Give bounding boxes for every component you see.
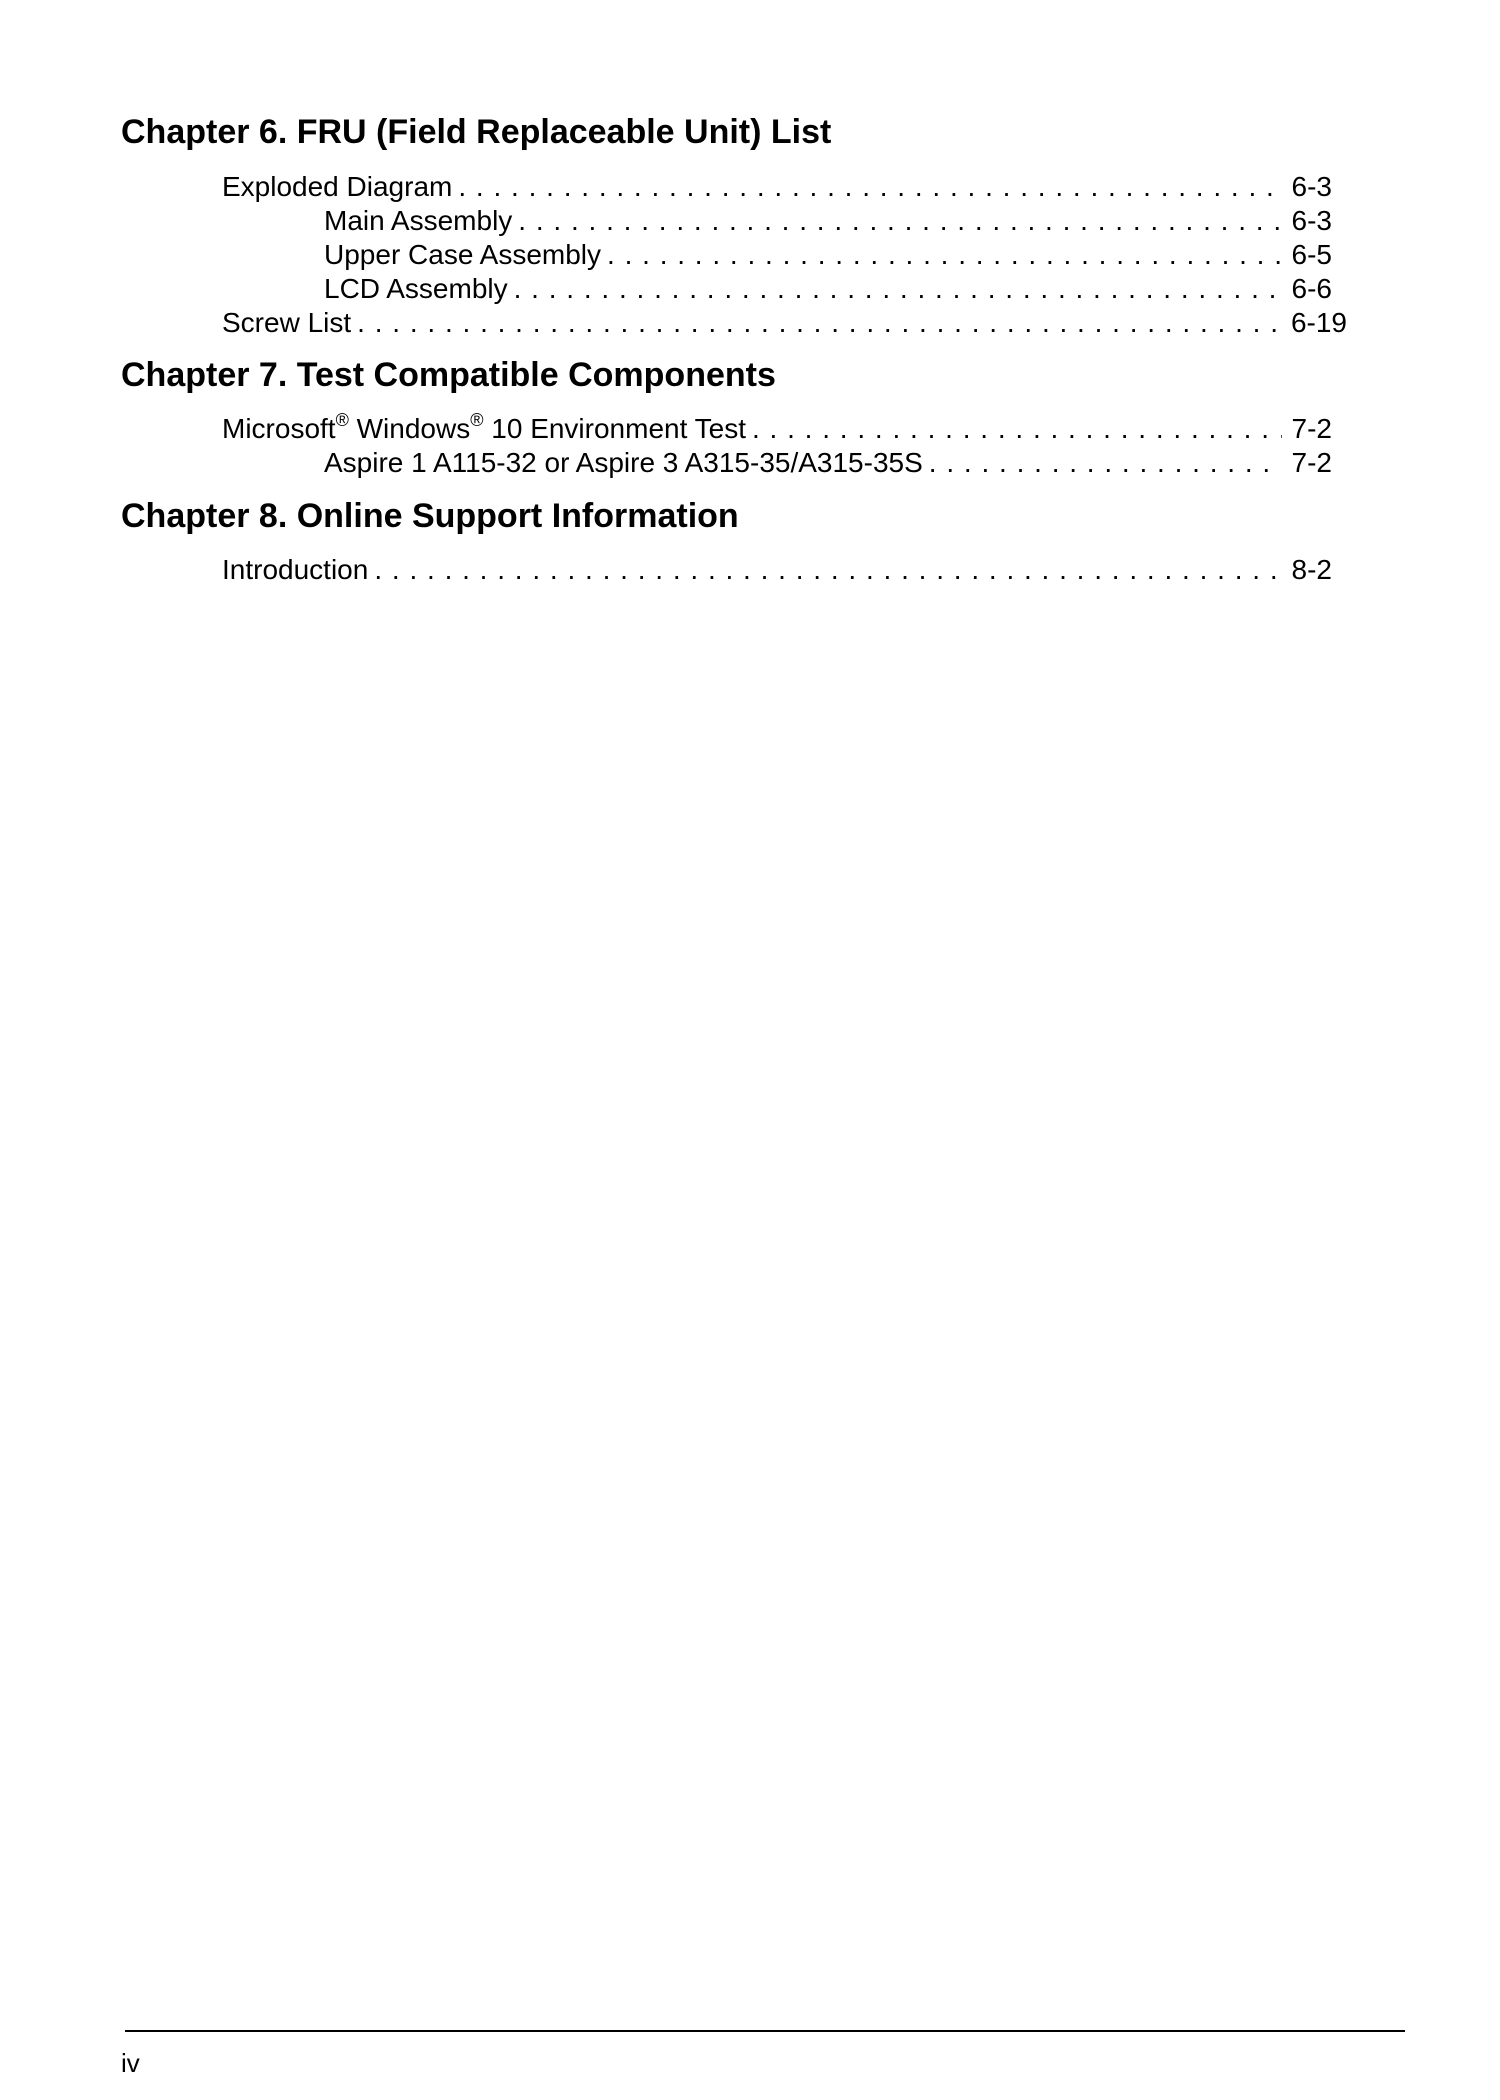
dot-leader	[514, 272, 1282, 306]
toc-entry-page: 7-2	[1291, 447, 1332, 478]
toc-entry-lcd-assembly[interactable]	[324, 272, 1332, 306]
toc-entry-label: Exploded Diagram	[222, 171, 453, 202]
chapter-6-heading[interactable]: Chapter 6. FRU (Field Replaceable Unit) List	[121, 113, 832, 151]
label-part: Microsoft	[222, 413, 336, 444]
footer-divider	[125, 2030, 1405, 2032]
toc-entry-label: Introduction	[222, 554, 369, 585]
toc-entry-screw-list[interactable]	[222, 306, 1347, 340]
toc-entry-label: LCD Assembly	[324, 273, 508, 304]
toc-entry-exploded-diagram[interactable]	[222, 170, 1332, 204]
chapter-7-heading[interactable]: Chapter 7. Test Compatible Components	[121, 356, 776, 394]
chapter-8-heading[interactable]: Chapter 8. Online Support Information	[121, 497, 739, 535]
dot-leader	[607, 238, 1282, 272]
toc-entry-label: Aspire 1 A115-32 or Aspire 3 A315-35/A315-35S	[324, 447, 923, 478]
toc-entry-label	[222, 412, 746, 446]
dot-leader	[929, 446, 1282, 480]
toc-entry-page: 8-2	[1291, 554, 1332, 585]
page-number: iv	[121, 2048, 140, 2078]
toc-entry-windows-10-environment-test[interactable]	[222, 412, 1332, 446]
toc-entry-page: 6-6	[1291, 273, 1332, 304]
dot-leader	[458, 170, 1281, 204]
toc-entry-upper-case-assembly[interactable]	[324, 238, 1332, 272]
toc-entry-page: 6-19	[1290, 307, 1347, 338]
registered-mark: ®	[470, 410, 484, 430]
label-part: Windows	[348, 413, 471, 444]
label-part: 10 Environment Test	[483, 413, 746, 444]
registered-mark: ®	[335, 410, 349, 430]
toc-entry-label: Screw List	[222, 307, 352, 338]
toc-entry-aspire-models[interactable]	[324, 446, 1332, 480]
dot-leader	[752, 412, 1282, 446]
dot-leader	[357, 306, 1281, 340]
dot-leader	[518, 204, 1281, 238]
dot-leader	[374, 553, 1281, 587]
toc-entry-page: 7-2	[1291, 413, 1332, 444]
toc-entry-page: 6-3	[1291, 205, 1332, 236]
toc-entry-introduction[interactable]	[222, 553, 1332, 587]
toc-entry-page: 6-3	[1291, 171, 1332, 202]
toc-entry-page: 6-5	[1291, 239, 1332, 270]
toc-entry-label: Main Assembly	[324, 205, 513, 236]
toc-entry-main-assembly[interactable]	[324, 204, 1332, 238]
toc-entry-label: Upper Case Assembly	[324, 239, 602, 270]
